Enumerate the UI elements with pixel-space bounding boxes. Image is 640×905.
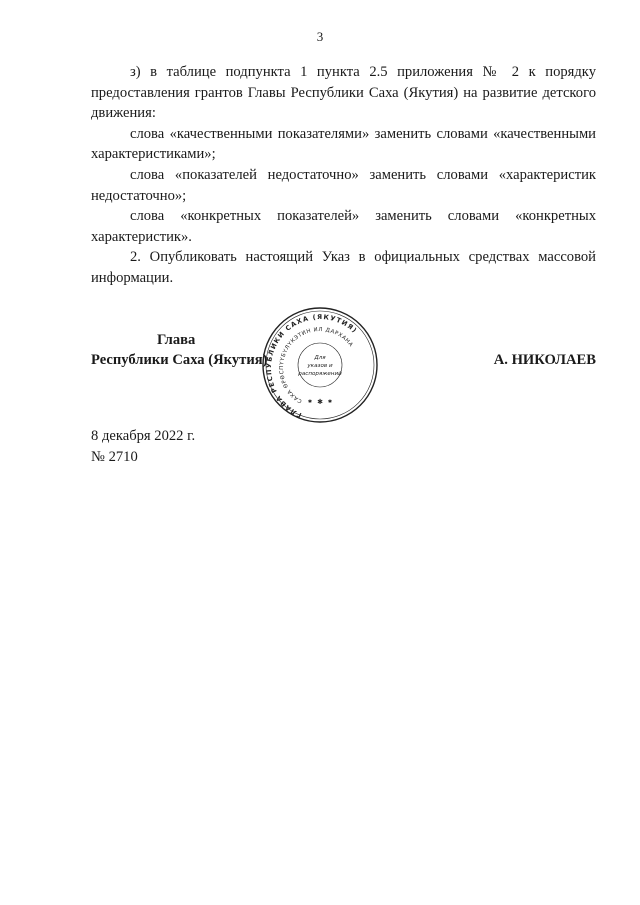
decree-number: № 2710 bbox=[91, 448, 138, 465]
paragraph-amendment-z: з) в таблице подпункта 1 пункта 2.5 приложения № 2 к порядку предоставления грантов Главы Республики Саха (Якутия) на развитие детского движения: bbox=[91, 64, 596, 122]
svg-text:Для: Для bbox=[314, 355, 326, 361]
svg-text:✱: ✱ bbox=[317, 398, 323, 406]
decree-meta bbox=[91, 426, 195, 467]
svg-text:указов и: указов и bbox=[307, 363, 333, 369]
page-number: 3 bbox=[316, 29, 324, 44]
svg-text:✱: ✱ bbox=[327, 399, 333, 405]
signer-name: А. НИКОЛАЕВ bbox=[493, 352, 596, 368]
paragraph-replace-1: слова «качественными показателями» заменить словами «качественными характеристиками»; bbox=[91, 125, 596, 163]
paragraph-replace-3: слова «конкретных показателей» заменить словами «конкретных характеристик». bbox=[91, 208, 596, 245]
paragraph-replace-2: слова «показателей недостаточно» заменить словами «характеристик недостаточно»; bbox=[91, 166, 596, 204]
signer-role-line1: Глава bbox=[157, 332, 196, 348]
document-body bbox=[91, 62, 596, 289]
decree-date: 8 декабря 2022 г. bbox=[91, 428, 196, 444]
signer-role-line2: Республики Саха (Якутия) bbox=[91, 352, 268, 368]
paragraph-publish: 2. Опубликовать настоящий Указ в официальных средствах массовой информации. bbox=[91, 249, 596, 286]
svg-text:✱: ✱ bbox=[307, 399, 313, 405]
svg-text:САХА ӨРӨСПҮҮБҮЛҮКЭТИН ИЛ ДАРХА: САХА ӨРӨСПҮҮБҮЛҮКЭТИН ИЛ ДАРХАНА bbox=[278, 326, 354, 404]
svg-text:распоряжений: распоряжений bbox=[298, 371, 342, 377]
official-seal-stamp bbox=[258, 307, 382, 423]
svg-text:ГЛАВА РЕСПУБЛИКИ САХА (ЯКУТИЯ): ГЛАВА РЕСПУБЛИКИ САХА (ЯКУТИЯ) bbox=[264, 312, 359, 420]
